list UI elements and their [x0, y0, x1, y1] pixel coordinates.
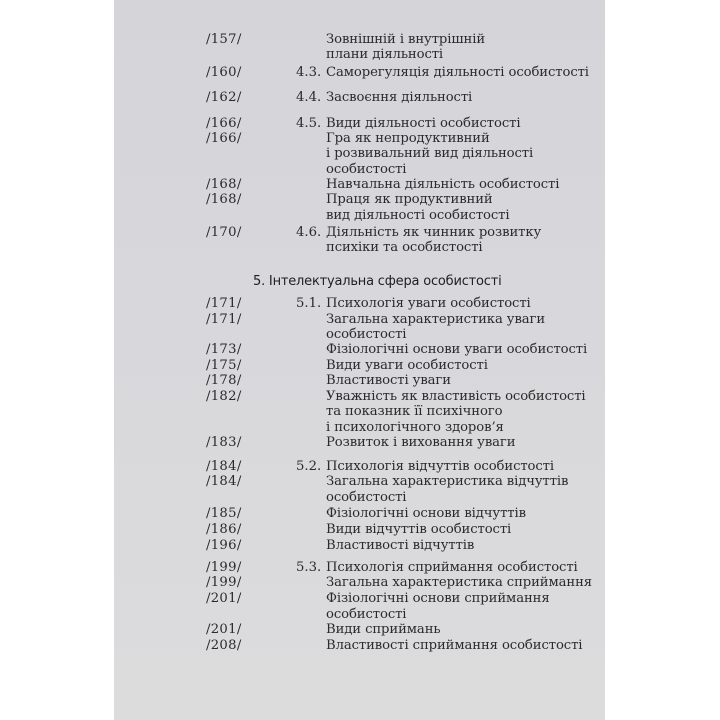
toc-entry [0, 47, 720, 63]
toc-entry [0, 146, 720, 162]
section-number: 4.5. [296, 116, 322, 131]
toc-entry [0, 638, 720, 654]
page-number: /184/ [206, 459, 242, 474]
toc-entry [0, 373, 720, 389]
entry-title: Психологія відчуттів особистості [326, 459, 554, 474]
toc-entry [0, 225, 720, 241]
page-number: /166/ [206, 116, 242, 131]
entry-title: Види сприймань [326, 622, 441, 637]
entry-title: плани діяльності [326, 47, 444, 62]
toc-entry [0, 607, 720, 623]
toc-entry [0, 240, 720, 256]
entry-title: Види уваги особистості [326, 358, 488, 373]
page-number: /168/ [206, 177, 242, 192]
page-number: /183/ [206, 435, 242, 450]
section-heading: 5. Інтелектуальна сфера особистості [253, 274, 502, 289]
page-number: /199/ [206, 575, 242, 590]
entry-title: Розвиток і виховання уваги [326, 435, 516, 450]
entry-title: Загальна характеристика сприймання [326, 575, 593, 590]
page-number: /175/ [206, 358, 242, 373]
toc-entry [0, 490, 720, 506]
toc-entry [0, 131, 720, 147]
entry-title: Психологія уваги особистості [326, 296, 531, 311]
section-number: 4.6. [296, 225, 322, 240]
page-number: /182/ [206, 389, 242, 404]
page-number: /162/ [206, 90, 242, 105]
entry-title: Гра як непродуктивний [326, 131, 490, 146]
entry-title: Властивості відчуттів [326, 538, 475, 553]
entry-title: Загальна характеристика уваги [326, 312, 546, 327]
entry-title: Види діяльності особистості [326, 116, 521, 131]
section-number: 4.3. [296, 65, 322, 80]
page-number: /185/ [206, 506, 242, 521]
page-number: /186/ [206, 522, 242, 537]
page-number: /160/ [206, 65, 242, 80]
entry-title: психіки та особистості [326, 240, 483, 255]
entry-title: особистості [326, 607, 407, 622]
page-number: /168/ [206, 192, 242, 207]
entry-title: і розвивальний вид діяльності [326, 146, 534, 161]
section-number: 4.4. [296, 90, 322, 105]
entry-title: Фізіологічні основи відчуттів [326, 506, 526, 521]
toc-entry [0, 389, 720, 405]
toc-entry [0, 177, 720, 193]
entry-title: Загальна характеристика відчуттів [326, 474, 569, 489]
page-number: /171/ [206, 296, 242, 311]
toc-entry [0, 522, 720, 538]
page-number: /171/ [206, 312, 242, 327]
toc-entry [0, 162, 720, 178]
section-number: 5.1. [296, 296, 322, 311]
entry-title: особистості [326, 327, 407, 342]
page-number: /184/ [206, 474, 242, 489]
entry-title: вид діяльності особистості [326, 208, 510, 223]
toc-entry [0, 474, 720, 490]
toc-entry [0, 192, 720, 208]
page-number: /157/ [206, 32, 242, 47]
entry-title: Види відчуттів особистості [326, 522, 512, 537]
entry-title: та показник її психічного [326, 404, 503, 419]
toc-entry [0, 404, 720, 420]
toc-entry [0, 342, 720, 358]
toc-entry [0, 591, 720, 607]
toc-entry [0, 459, 720, 475]
toc-entry [0, 312, 720, 328]
entry-title: Фізіологічні основи уваги особистості [326, 342, 588, 357]
entry-title: особистості [326, 162, 407, 177]
toc-entry [0, 575, 720, 591]
toc-entry [0, 208, 720, 224]
toc-entry [0, 506, 720, 522]
page-number: /208/ [206, 638, 242, 653]
entry-title: Психологія сприймання особистості [326, 560, 578, 575]
entry-title: Уважність як властивість особистості [326, 389, 586, 404]
page-number: /166/ [206, 131, 242, 146]
entry-title: особистості [326, 490, 407, 505]
page-number: /173/ [206, 342, 242, 357]
entry-title: Навчальна діяльність особистості [326, 177, 560, 192]
toc-entry [0, 435, 720, 451]
entry-title: Діяльність як чинник розвитку [326, 225, 542, 240]
page-number: /201/ [206, 591, 242, 606]
toc-entry [0, 65, 720, 81]
toc-entry [0, 358, 720, 374]
page-number: /170/ [206, 225, 242, 240]
page-number: /201/ [206, 622, 242, 637]
toc-entry [0, 560, 720, 576]
toc-entry [0, 296, 720, 312]
entry-title: Зовнішній і внутрішній [326, 32, 486, 47]
toc-entry [0, 90, 720, 106]
entry-title: Праця як продуктивний [326, 192, 493, 207]
section-number: 5.3. [296, 560, 322, 575]
toc-entry [0, 32, 720, 48]
toc-entry [0, 538, 720, 554]
toc-entry [0, 420, 720, 436]
entry-title: Властивості сприймання особистості [326, 638, 583, 653]
toc-entry [0, 622, 720, 638]
section-number: 5.2. [296, 459, 322, 474]
entry-title: Саморегуляція діяльності особистості [326, 65, 589, 80]
entry-title: і психологічного здоров’я [326, 420, 504, 435]
toc-entry [0, 116, 720, 132]
entry-title: Засвоєння діяльності [326, 90, 473, 105]
page-number: /196/ [206, 538, 242, 553]
toc-entry [0, 327, 720, 343]
entry-title: Властивості уваги [326, 373, 451, 388]
page-number: /199/ [206, 560, 242, 575]
page-number: /178/ [206, 373, 242, 388]
entry-title: Фізіологічні основи сприймання [326, 591, 550, 606]
